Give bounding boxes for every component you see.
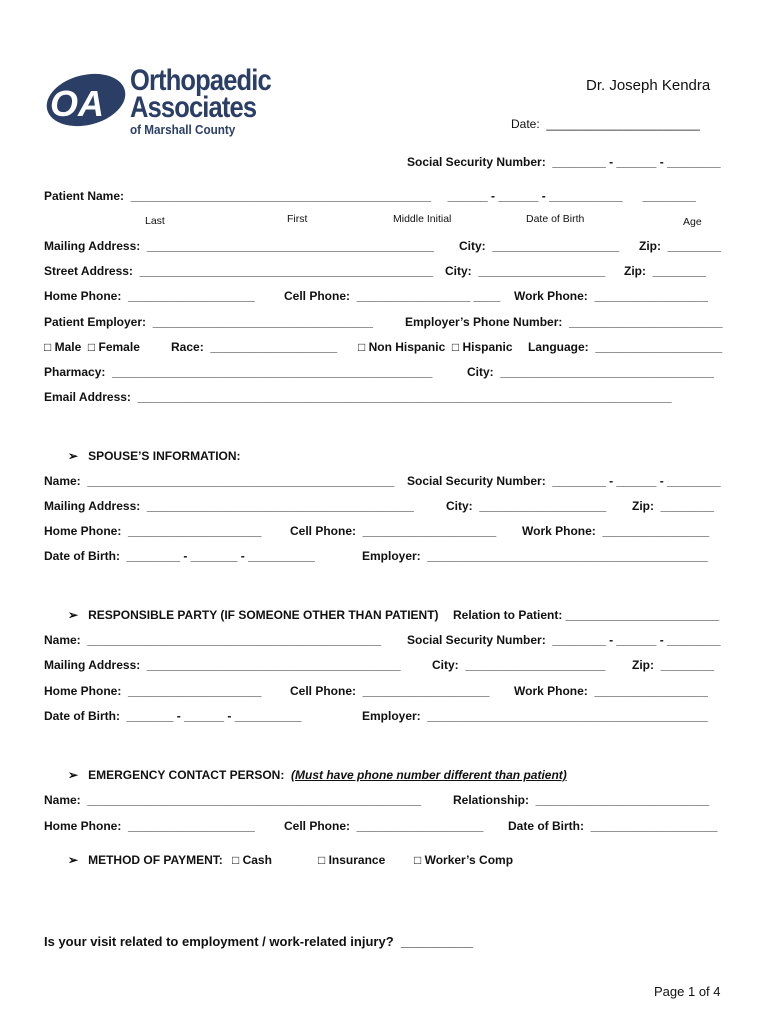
responsible-ssn-field[interactable]: Social Security Number: ________ - ______ - ________	[407, 633, 721, 647]
payment-heading-text: METHOD OF PAYMENT:	[88, 853, 223, 867]
responsible-heading	[68, 608, 439, 622]
patient-name-field[interactable]: Patient Name: _____________________________________________ ______ - ______ - ___________ ________	[44, 189, 696, 203]
spouse-dob-field[interactable]: Date of Birth: ________ - _______ - __________	[44, 549, 315, 563]
logo	[44, 66, 284, 142]
logo-line-2: Associates	[130, 91, 257, 124]
cell-phone-field[interactable]: Cell Phone: _________________ ____	[284, 289, 501, 303]
emergency-dob-field[interactable]: Date of Birth: ___________________	[508, 819, 718, 833]
responsible-dob-field[interactable]: Date of Birth: _______ - ______ - __________	[44, 709, 302, 723]
spouse-zip-field[interactable]: Zip: ________	[632, 499, 715, 513]
emergency-heading-text: EMERGENCY CONTACT PERSON:	[88, 768, 285, 782]
ethnicity-checkboxes[interactable]: □ Non Hispanic □ Hispanic	[358, 340, 513, 354]
emergency-home-phone-field[interactable]: Home Phone: ___________________	[44, 819, 255, 833]
oa-logo-icon	[44, 66, 128, 136]
home-phone-field[interactable]: Home Phone: ___________________	[44, 289, 255, 303]
emergency-cell-phone-field[interactable]: Cell Phone: ___________________	[284, 819, 484, 833]
svg-text:OA: OA	[50, 83, 104, 124]
ssn-field[interactable]: Social Security Number: ________ - ______ - ________	[407, 155, 721, 169]
responsible-city-field[interactable]: City: _____________________	[432, 658, 606, 672]
responsible-work-phone-field[interactable]: Work Phone: _________________	[514, 684, 708, 698]
payment-cash-checkbox[interactable]: □ Cash	[232, 853, 272, 867]
payment-insurance-checkbox[interactable]: □ Insurance	[318, 853, 386, 867]
mailing-city-field[interactable]: City: ___________________	[459, 239, 620, 253]
patient-name-sub-middle: Middle Initial	[393, 213, 452, 225]
doctor-name: Dr. Joseph Kendra	[586, 77, 711, 94]
payment-heading	[68, 853, 223, 867]
responsible-heading-text: RESPONSIBLE PARTY (IF SOMEONE OTHER THAN PATIENT)	[88, 608, 439, 622]
pharmacy-field[interactable]: Pharmacy: ________________________________________________	[44, 365, 433, 379]
employer-phone-field[interactable]: Employer’s Phone Number: _______________________	[405, 315, 723, 329]
arrow-bullet-icon: ➢	[68, 768, 79, 782]
responsible-zip-field[interactable]: Zip: ________	[632, 658, 715, 672]
relation-field[interactable]: Relation to Patient: _______________________	[453, 608, 720, 622]
emergency-note: (Must have phone number different than patient)	[291, 768, 567, 782]
responsible-employer-field[interactable]: Employer: __________________________________________	[362, 709, 708, 723]
responsible-mailing-field[interactable]: Mailing Address: ______________________________________	[44, 658, 401, 672]
arrow-bullet-icon: ➢	[68, 853, 79, 867]
patient-age-sub: Age	[683, 216, 702, 228]
language-field[interactable]: Language: ___________________	[528, 340, 723, 354]
spouse-work-phone-field[interactable]: Work Phone: ________________	[522, 524, 710, 538]
page-number: Page 1 of 4	[654, 984, 721, 999]
work-injury-question[interactable]: Is your visit related to employment / work-related injury? __________	[44, 934, 474, 949]
race-field[interactable]: Race: ___________________	[171, 340, 338, 354]
emergency-relationship-field[interactable]: Relationship: __________________________	[453, 793, 710, 807]
responsible-home-phone-field[interactable]: Home Phone: ____________________	[44, 684, 262, 698]
spouse-cell-phone-field[interactable]: Cell Phone: ____________________	[290, 524, 497, 538]
logo-line-3: of Marshall County	[130, 122, 236, 137]
spouse-employer-field[interactable]: Employer: __________________________________________	[362, 549, 708, 563]
street-zip-field[interactable]: Zip: ________	[624, 264, 707, 278]
spouse-name-field[interactable]: Name: ______________________________________________	[44, 474, 395, 488]
spouse-home-phone-field[interactable]: Home Phone: ____________________	[44, 524, 262, 538]
work-phone-field[interactable]: Work Phone: _________________	[514, 289, 708, 303]
date-field[interactable]: Date: _______________________	[511, 117, 700, 131]
spouse-ssn-field[interactable]: Social Security Number: ________ - ______ - ________	[407, 474, 721, 488]
patient-name-sub-last: Last	[145, 215, 165, 227]
logo-line-1: Orthopaedic	[130, 64, 271, 97]
responsible-cell-phone-field[interactable]: Cell Phone: ___________________	[290, 684, 490, 698]
patient-name-sub-first: First	[287, 213, 308, 225]
mailing-zip-field[interactable]: Zip: ________	[639, 239, 722, 253]
spouse-heading-text: SPOUSE’S INFORMATION:	[88, 449, 241, 463]
patient-employer-field[interactable]: Patient Employer: _________________________________	[44, 315, 373, 329]
spouse-mailing-field[interactable]: Mailing Address: ________________________________________	[44, 499, 414, 513]
arrow-bullet-icon: ➢	[68, 449, 79, 463]
spouse-heading	[68, 449, 241, 463]
patient-dob-sub: Date of Birth	[526, 213, 585, 225]
email-field[interactable]: Email Address: ________________________________________________________________________________	[44, 390, 672, 404]
street-address-field[interactable]: Street Address: ____________________________________________	[44, 264, 434, 278]
mailing-address-field[interactable]: Mailing Address: ___________________________________________	[44, 239, 434, 253]
street-city-field[interactable]: City: ___________________	[445, 264, 606, 278]
spouse-city-field[interactable]: City: ___________________	[446, 499, 607, 513]
arrow-bullet-icon: ➢	[68, 608, 79, 622]
payment-workers-comp-checkbox[interactable]: □ Worker’s Comp	[414, 853, 514, 867]
emergency-heading	[68, 768, 567, 782]
emergency-name-field[interactable]: Name: __________________________________________________	[44, 793, 422, 807]
responsible-name-field[interactable]: Name: ____________________________________________	[44, 633, 381, 647]
gender-checkboxes[interactable]: □ Male □ Female	[44, 340, 140, 354]
pharmacy-city-field[interactable]: City: ________________________________	[467, 365, 714, 379]
